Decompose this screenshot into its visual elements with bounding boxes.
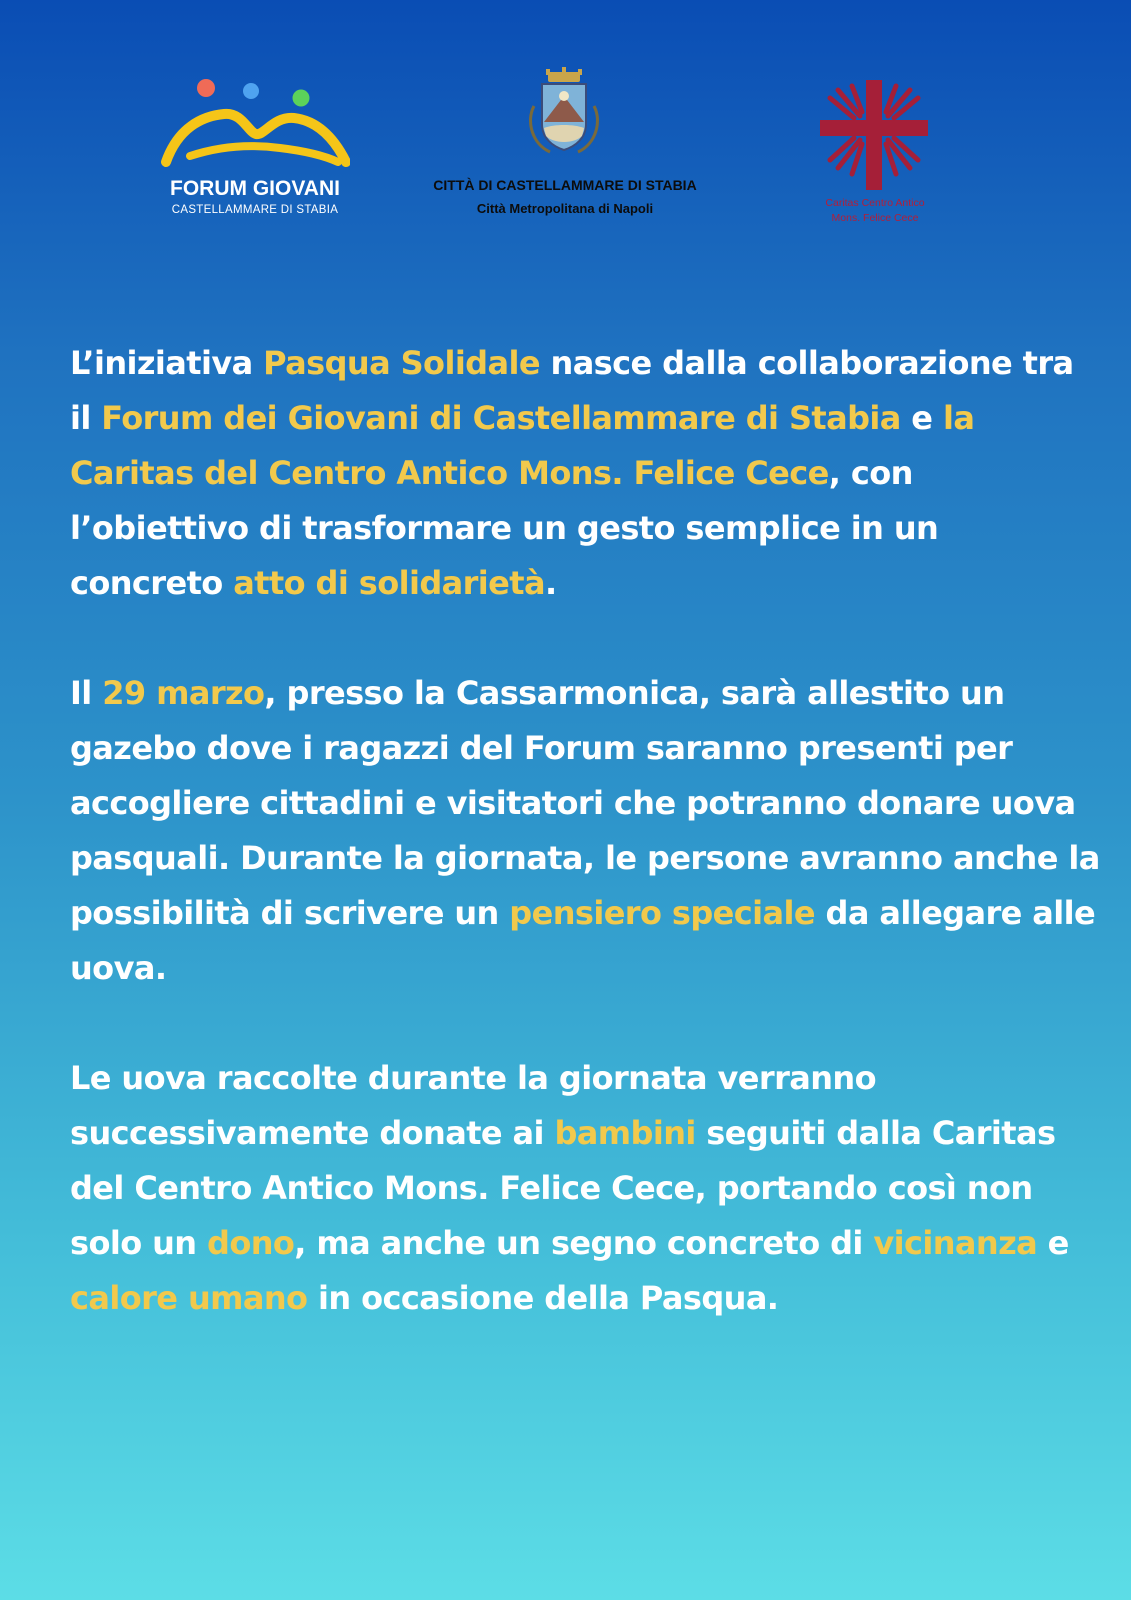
body-text: Le uova raccolte durante la giornata verranno successivamente donate ai: [70, 1059, 877, 1152]
body-text: , con l’obiettivo di trasformare un gesto semplice in un concreto: [70, 454, 939, 602]
highlighted-text: calore umano: [70, 1279, 308, 1317]
highlighted-text: Forum dei Giovani di Castellammare di Stabia: [101, 399, 901, 437]
highlighted-text: la Caritas del Centro Antico Mons. Felice Cece: [70, 399, 975, 492]
body-text: L’iniziativa: [70, 344, 264, 382]
caritas-logo: [790, 76, 960, 236]
body-text: , presso la Cassarmonica, sarà allestito un gazebo dove i ragazzi del Forum saranno presenti per accogliere cittadini e visitatori che potranno donare uova pasquali. Durante la giornata, le persone avranno anche la possibilità di scrivere un: [70, 674, 1100, 932]
city-logo-name: CITTÀ DI CASTELLAMMARE DI STABIA: [433, 177, 697, 193]
highlighted-text: bambini: [554, 1114, 696, 1152]
announcement-text: [70, 336, 1100, 1326]
highlighted-text: vicinanza: [873, 1224, 1038, 1262]
forum-giovani-emblem-icon: [160, 76, 350, 176]
city-coat-of-arms-icon: [524, 66, 604, 160]
logo-bar: [0, 0, 1131, 260]
paragraph-donation: [70, 1051, 1100, 1326]
forum-logo-name: FORUM GIOVANI: [170, 177, 340, 200]
paragraph-intro: [70, 336, 1100, 611]
body-text: nasce dalla collaborazione tra il: [70, 344, 1074, 437]
caritas-cross-icon: [814, 76, 934, 194]
body-text: .: [544, 564, 557, 602]
highlighted-text: dono: [207, 1224, 295, 1262]
body-text: da allegare alle uova.: [70, 894, 1096, 987]
highlighted-text: atto di solidarietà: [233, 564, 545, 602]
body-text: in occasione della Pasqua.: [307, 1279, 779, 1317]
forum-logo-subtitle: CASTELLAMMARE DI STABIA: [171, 204, 339, 216]
body-text: , ma anche un segno concreto di: [294, 1224, 874, 1262]
body-text: e: [900, 399, 943, 437]
body-text: seguiti dalla Caritas del Centro Antico Mons. Felice Cece, portando così non solo un: [70, 1114, 1056, 1262]
highlighted-text: Pasqua Solidale: [263, 344, 540, 382]
forum-giovani-logo: [160, 76, 360, 226]
body-text: Il: [70, 674, 103, 712]
body-text: e: [1037, 1224, 1069, 1262]
highlighted-text: 29 marzo: [102, 674, 265, 712]
caritas-logo-name: Caritas Centro Antico: [825, 197, 925, 209]
highlighted-text: pensiero speciale: [509, 894, 815, 932]
caritas-logo-subtitle: Mons. Felice Cece: [831, 212, 919, 224]
city-logo: [400, 66, 730, 236]
city-logo-subtitle: Città Metropolitana di Napoli: [476, 201, 654, 216]
paragraph-event: [70, 666, 1100, 996]
